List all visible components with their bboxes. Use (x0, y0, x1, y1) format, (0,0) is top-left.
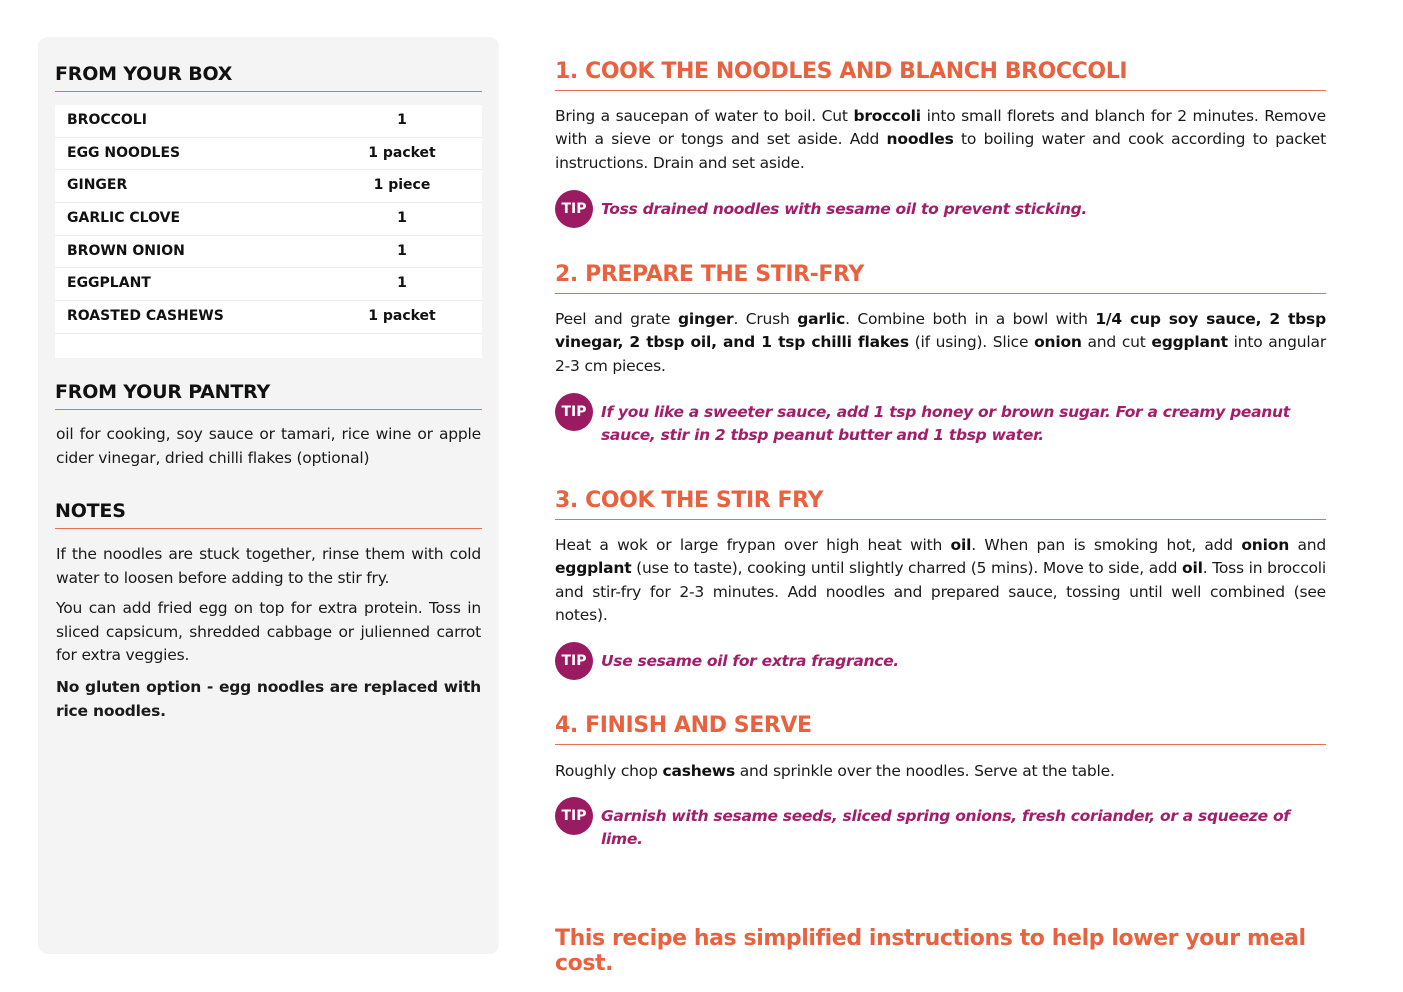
bold-term: onion (1241, 536, 1290, 554)
pantry-heading: FROM YOUR PANTRY (55, 381, 482, 410)
bold-term: eggplant (555, 559, 632, 578)
text-run: into angular 2-3 cm pieces. (555, 333, 1326, 375)
table-row (55, 236, 482, 269)
text-run: . Toss in broccoli and stir-fry for 2-3 minutes. Add noodles and prepared sauce, tossing until well combined (see notes). (555, 559, 1327, 624)
ingredient-qty: 1 (397, 112, 407, 128)
bold-term: oil (1182, 559, 1203, 578)
text-run: Bring a saucepan of water to boil. Cut (555, 107, 854, 125)
note-1: If the noodles are stuck together, rinse them with cold water to loosen before adding to the stir fry. (56, 545, 481, 587)
tip-text: Use sesame oil for extra fragrance. (601, 652, 899, 670)
bold-term: 1/4 cup soy sauce, 2 tbsp vinegar, 2 tbsp oil, and 1 tsp chilli flakes (555, 310, 1326, 352)
tip-badge: TIP (555, 190, 593, 228)
bold-term: broccoli (853, 107, 921, 125)
ingredient-name: BROCCOLI (67, 112, 147, 128)
text-run: and cut (1081, 333, 1152, 352)
text-run: and sprinkle over the noodles. Serve at the table. (735, 762, 1115, 780)
ingredient-name: BROWN ONION (67, 242, 185, 259)
box-heading: FROM YOUR BOX (55, 63, 482, 92)
table-row (55, 301, 482, 334)
ingredient-qty: 1 (397, 242, 407, 259)
bold-term: garlic (797, 310, 846, 328)
table-row (55, 105, 482, 138)
bold-term: onion (1034, 333, 1082, 352)
notes-heading: NOTES (55, 500, 482, 529)
text-run: Peel and grate (555, 310, 678, 328)
table-row (55, 203, 482, 236)
step-1-title: 1. COOK THE NOODLES AND BLANCH BROCCOLI (555, 59, 1326, 91)
ingredient-name: GARLIC CLOVE (67, 210, 181, 227)
bold-term: noodles (886, 130, 954, 149)
tip-badge: TIP (555, 642, 593, 680)
ingredient-qty: 1 packet (368, 308, 436, 325)
ingredient-qty: 1 piece (373, 177, 431, 194)
tip-text: Garnish with sesame seeds, sliced spring onions, fresh coriander, or a squeeze of lime. (601, 807, 1290, 849)
text-run: Heat a wok or large frypan over high heat with (555, 536, 951, 554)
text-run: into small florets and blanch for 2 minutes. Remove with a sieve or tongs and set aside. Add (555, 107, 1326, 149)
step-2-text (555, 308, 1326, 378)
text-run: and (1289, 536, 1327, 554)
bold-term: ginger (677, 310, 734, 328)
text-run: (if using). Slice (908, 333, 1035, 352)
text-run: . Combine both in a bowl with (845, 310, 1096, 328)
table-row (55, 268, 482, 301)
note-3 (56, 676, 481, 723)
note-2: You can add fried egg on top for extra protein. Toss in sliced capsicum, shredded cabbage or julienned carrot for extra veggies. (56, 599, 481, 664)
pantry-text: oil for cooking, soy sauce or tamari, rice wine or apple cider vinegar, dried chilli flakes (optional) (56, 425, 481, 467)
step-2-title: 2. PREPARE THE STIR-FRY (555, 262, 1326, 294)
step-3-text (555, 534, 1326, 627)
tip-text: Toss drained noodles with sesame oil to prevent sticking. (601, 200, 1087, 218)
tip-text: If you like a sweeter sauce, add 1 tsp honey or brown sugar. For a creamy peanut sauce, stir in 2 tbsp peanut butter and 1 tbsp water. (601, 403, 1290, 445)
text-run: to boiling water and cook according to packet instructions. Drain and set aside. (555, 130, 1326, 172)
text-run: Roughly chop (555, 762, 663, 780)
ingredient-qty: 1 (397, 275, 407, 292)
step-4-text (555, 760, 1326, 783)
ingredient-name: EGG NOODLES (67, 144, 181, 161)
ingredient-name: ROASTED CASHEWS (67, 308, 224, 325)
ingredient-name: EGGPLANT (67, 275, 151, 292)
step-1-text (555, 105, 1326, 175)
ingredient-qty: 1 (397, 210, 407, 227)
text-run: (use to taste), cooking until slightly charred (5 mins). Move to side, add (631, 559, 1183, 578)
footer-note: This recipe has simplified instructions to help lower your meal cost. (555, 926, 1306, 976)
ingredients-sidebar (38, 37, 499, 954)
bold-term: oil (950, 536, 972, 554)
box-ingredients-table (55, 105, 482, 358)
table-row (55, 170, 482, 203)
bold-term: cashews (662, 762, 736, 780)
text-run: . Crush (733, 310, 798, 328)
tip-badge: TIP (555, 393, 593, 431)
text-run: . When pan is smoking hot, add (971, 536, 1242, 554)
note-3-bold: No gluten option - egg noodles are replaced with rice noodles. (56, 678, 481, 720)
ingredient-name: GINGER (67, 177, 128, 194)
bold-term: eggplant (1151, 333, 1228, 352)
ingredient-qty: 1 packet (368, 144, 436, 161)
tip-badge: TIP (555, 797, 593, 835)
step-3-title: 3. COOK THE STIR FRY (555, 488, 1326, 520)
step-4-title: 4. FINISH AND SERVE (555, 713, 1326, 745)
table-row (55, 138, 482, 171)
